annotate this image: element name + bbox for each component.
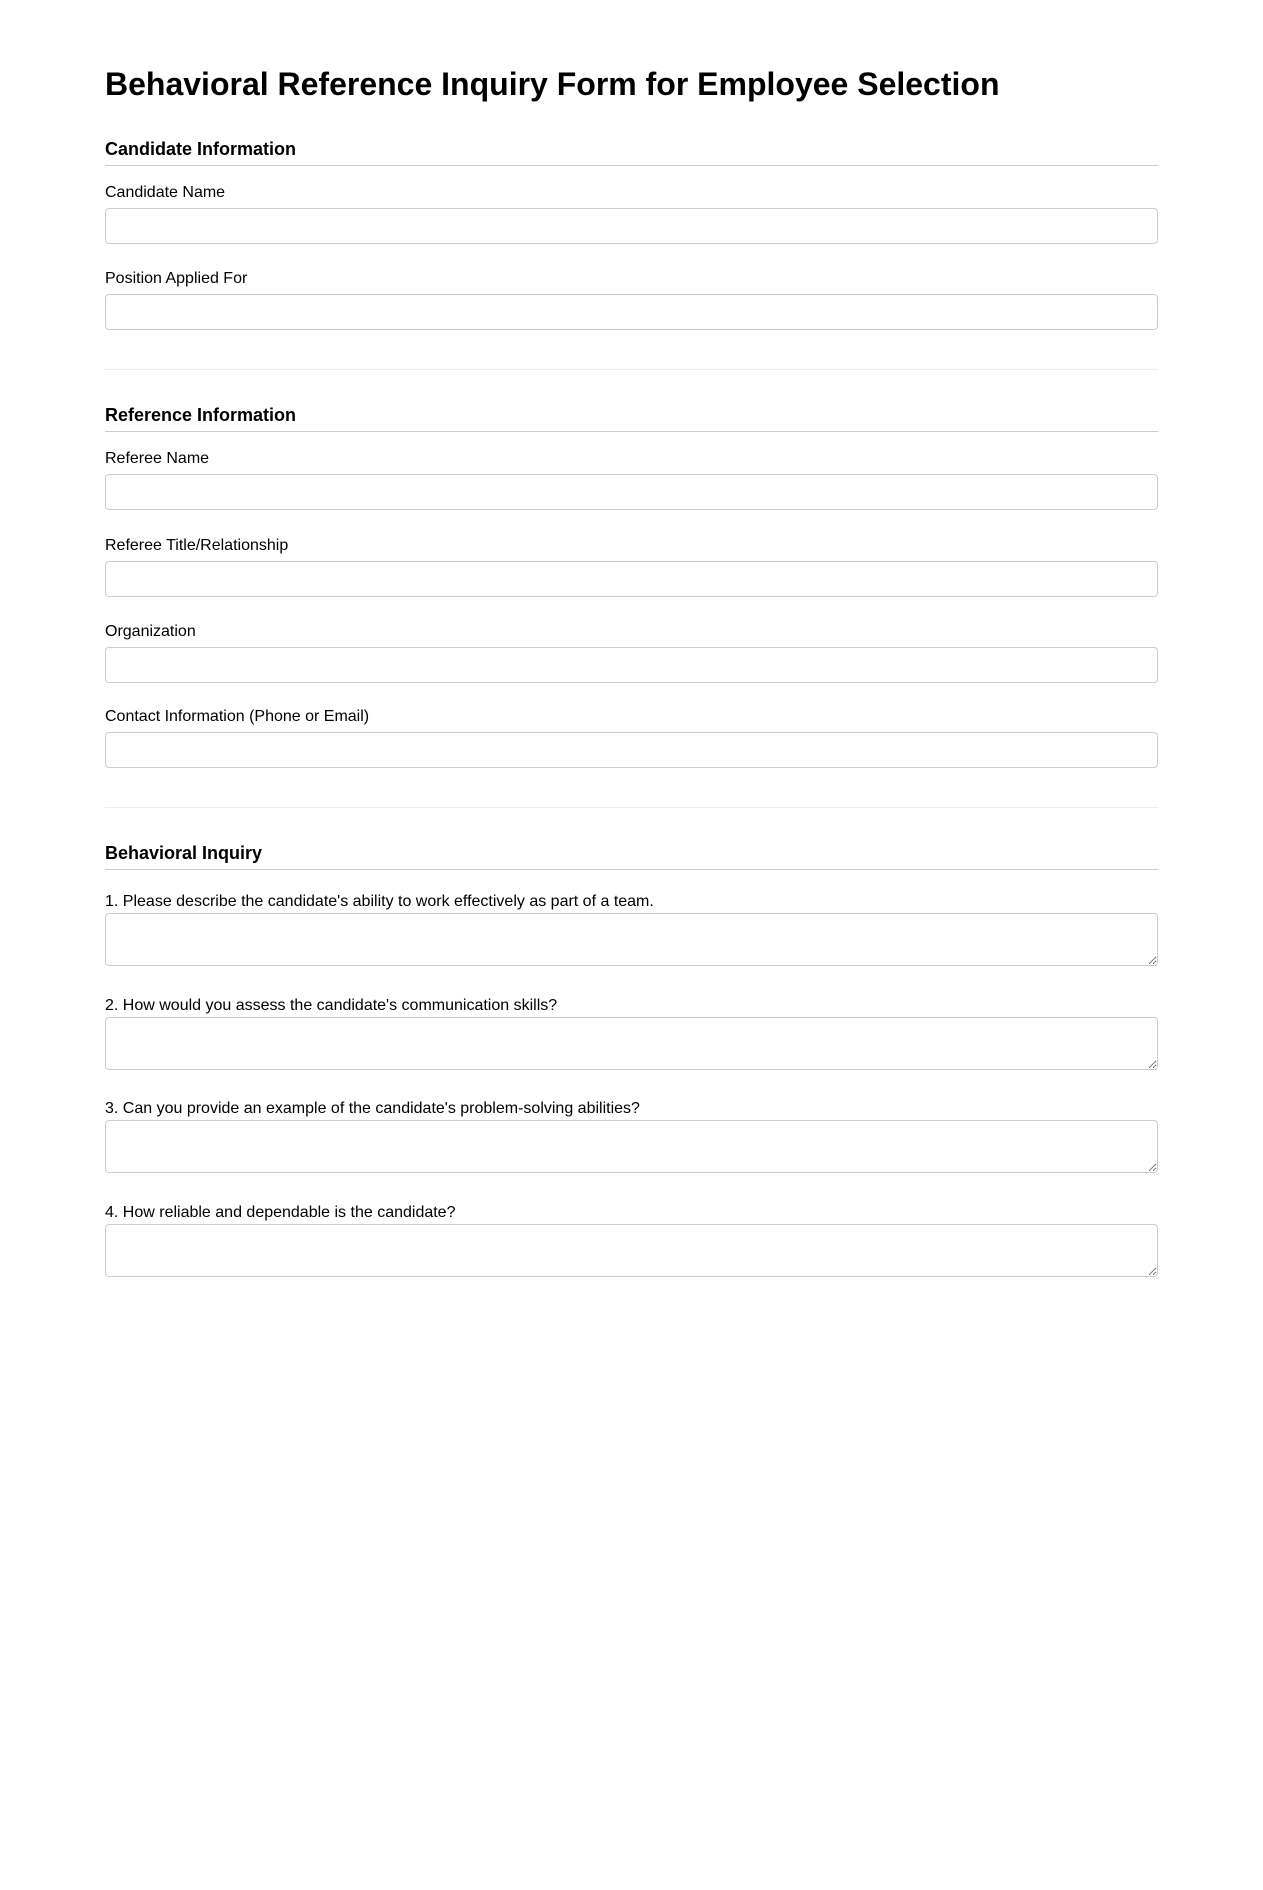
candidate-name-input[interactable] <box>105 208 1158 244</box>
referee-name-input[interactable] <box>105 474 1158 510</box>
field-organization <box>105 623 1158 641</box>
field-question-problem-solving <box>105 1100 1158 1118</box>
field-question-teamwork <box>105 893 1158 911</box>
field-contact-information <box>105 708 1158 726</box>
field-label: 2. How would you assess the candidate's communication skills? <box>105 997 558 1014</box>
field-question-communication <box>105 997 1158 1015</box>
field-label: Contact Information (Phone or Email) <box>105 708 370 725</box>
field-label: Referee Name <box>105 450 210 467</box>
section-divider <box>105 369 1158 370</box>
field-label: Referee Title/Relationship <box>105 537 289 554</box>
teamwork-textarea[interactable] <box>105 913 1158 966</box>
position-applied-for-input[interactable] <box>105 294 1158 330</box>
field-referee-title-relationship <box>105 537 1158 555</box>
field-label: Organization <box>105 623 196 640</box>
section-candidate-information <box>105 139 1158 166</box>
field-label: 4. How reliable and dependable is the candidate? <box>105 1204 456 1221</box>
organization-input[interactable] <box>105 647 1158 683</box>
referee-title-relationship-input[interactable] <box>105 561 1158 597</box>
field-position-applied-for <box>105 270 1158 288</box>
field-candidate-name <box>105 184 1158 202</box>
section-heading: Behavioral Inquiry <box>105 843 1158 870</box>
reliability-textarea[interactable] <box>105 1224 1158 1277</box>
section-behavioral-inquiry <box>105 843 1158 870</box>
page-title: Behavioral Reference Inquiry Form for Employee Selection <box>105 66 1000 102</box>
problem-solving-textarea[interactable] <box>105 1120 1158 1173</box>
contact-information-input[interactable] <box>105 732 1158 768</box>
field-label: 1. Please describe the candidate's ability to work effectively as part of a team. <box>105 893 654 910</box>
section-heading: Candidate Information <box>105 139 1158 166</box>
field-label: Candidate Name <box>105 184 226 201</box>
section-reference-information <box>105 405 1158 432</box>
field-question-reliability <box>105 1204 1158 1222</box>
section-divider <box>105 807 1158 808</box>
communication-textarea[interactable] <box>105 1017 1158 1070</box>
field-referee-name <box>105 450 1158 468</box>
section-heading: Reference Information <box>105 405 1158 432</box>
field-label: 3. Can you provide an example of the candidate's problem-solving abilities? <box>105 1100 640 1117</box>
field-label: Position Applied For <box>105 270 248 287</box>
